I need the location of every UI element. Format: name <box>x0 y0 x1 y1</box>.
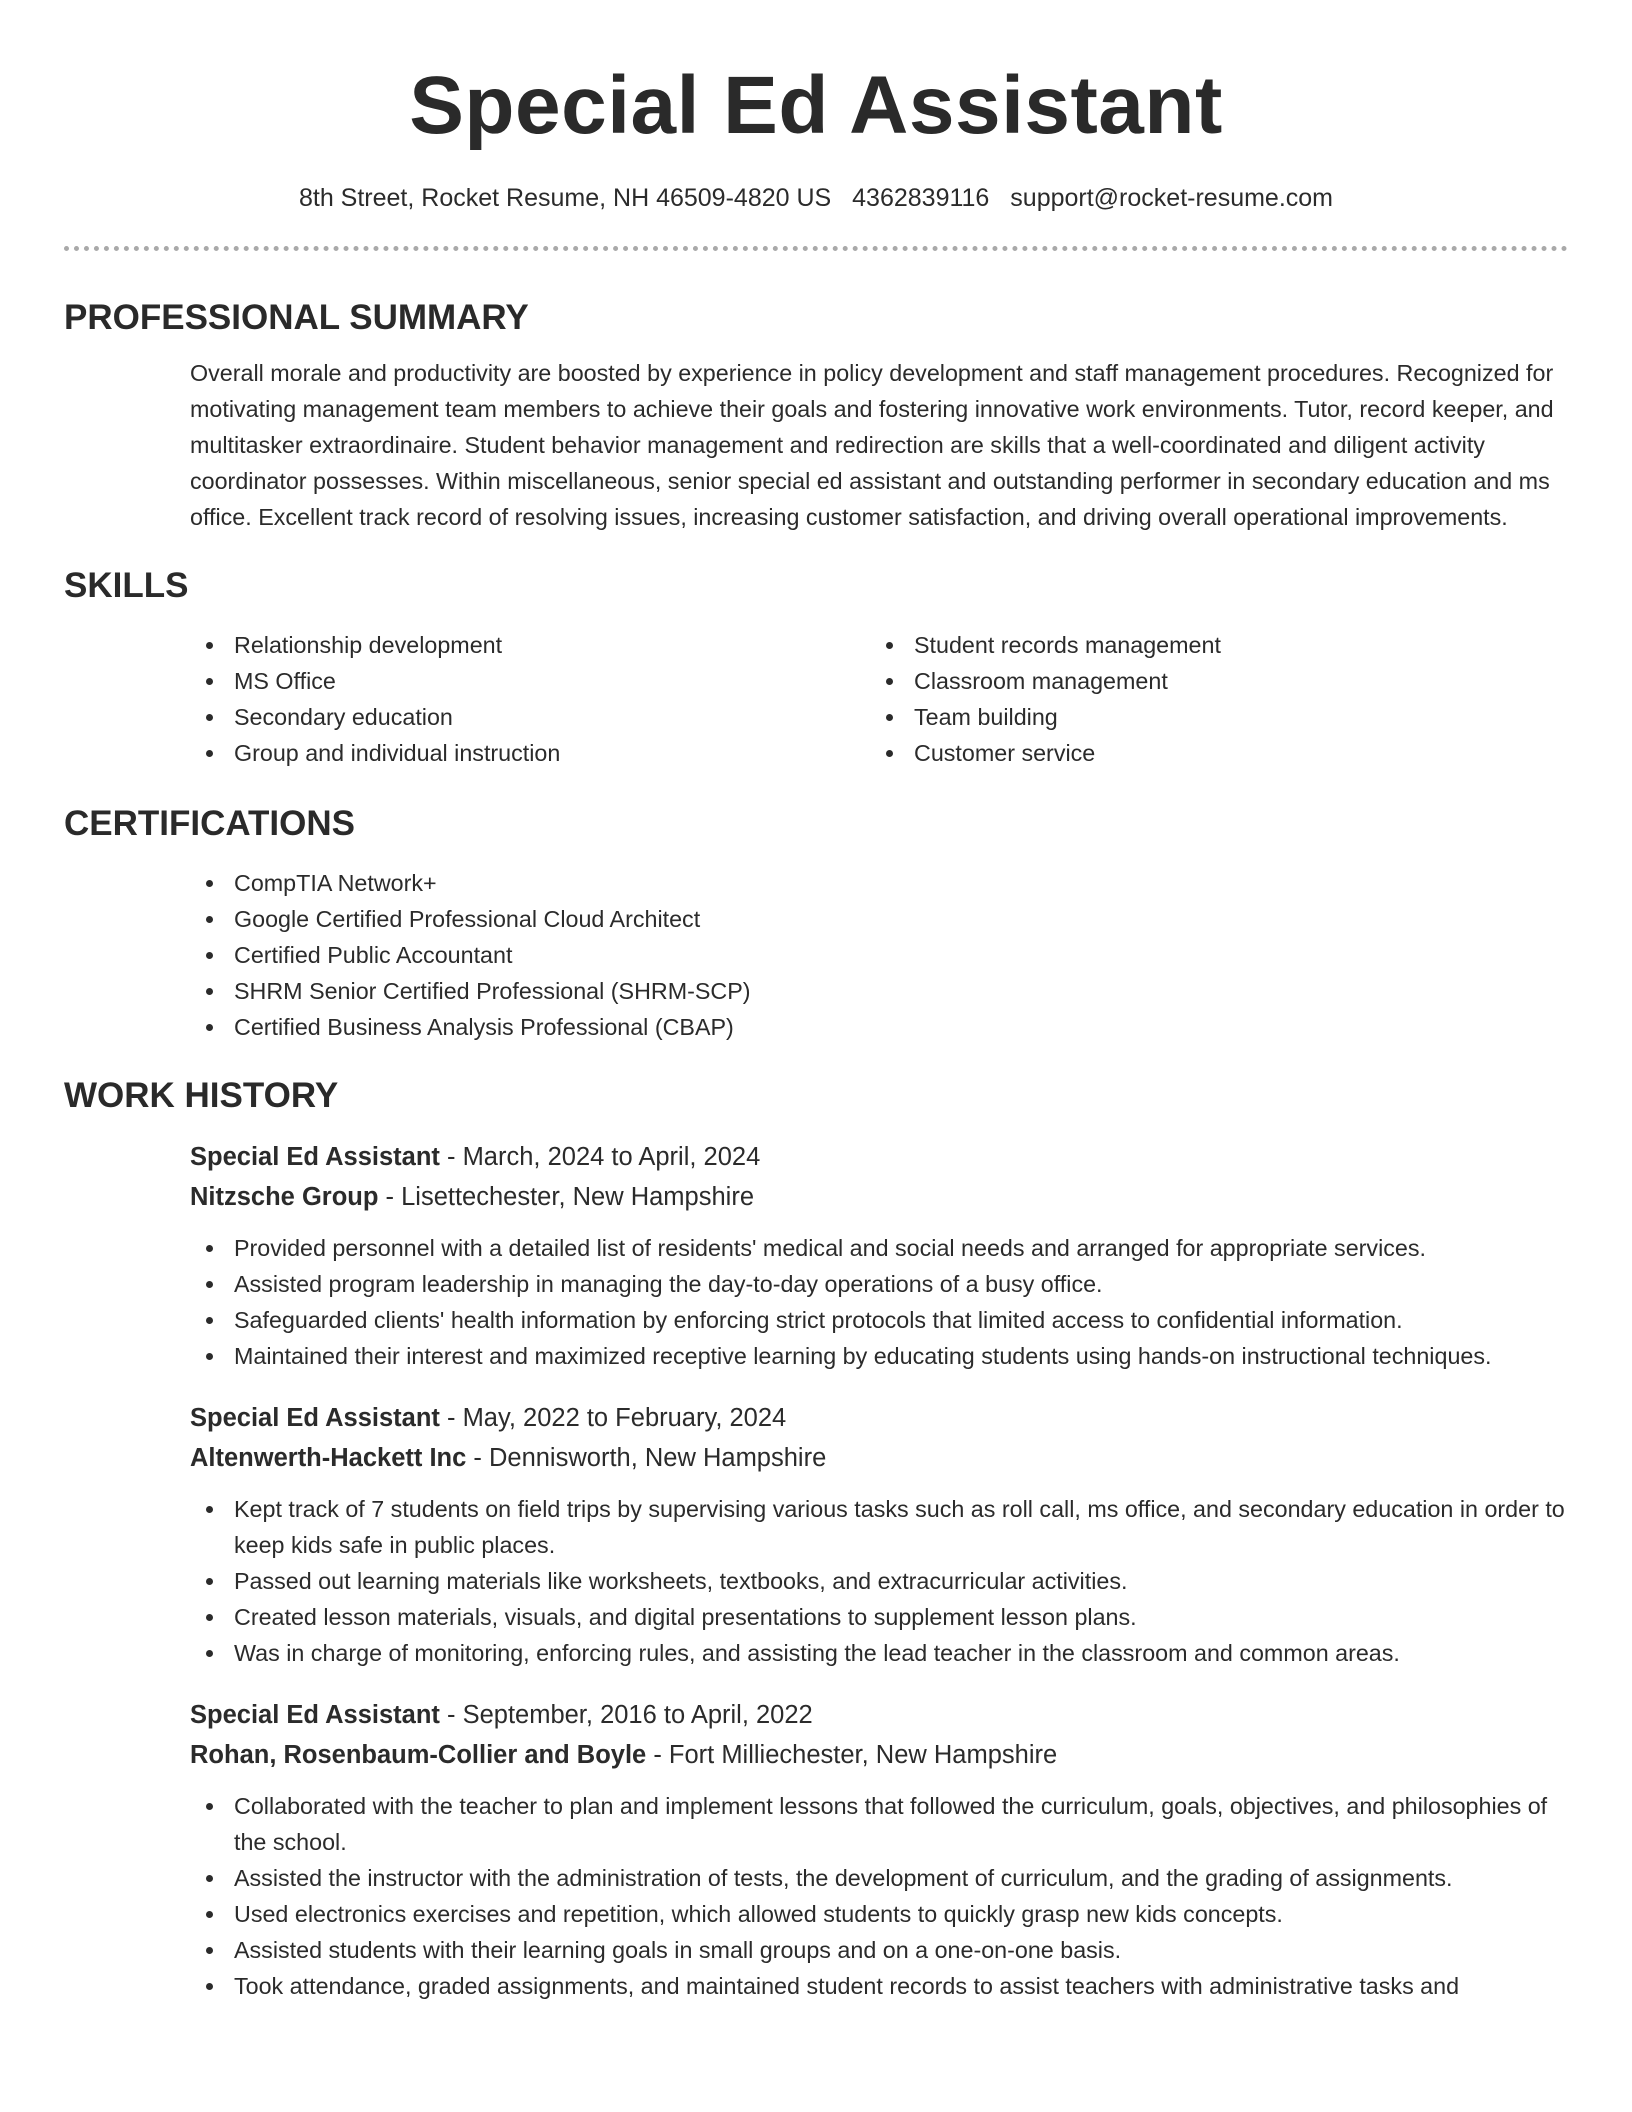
job-entry <box>190 1398 1568 1671</box>
certification-item: SHRM Senior Certified Professional (SHRM-SCP) <box>190 973 1568 1009</box>
job-bullets <box>190 1230 1568 1374</box>
job-role-line <box>190 1398 1568 1438</box>
certification-item: Certified Public Accountant <box>190 937 1568 973</box>
job-bullet: Took attendance, graded assignments, and maintained student records to assist teachers with administrative tasks and <box>190 1968 1568 2004</box>
certifications-list <box>190 865 1568 1045</box>
job-company: Nitzsche Group <box>190 1183 379 1211</box>
candidate-name: Special Ed Assistant <box>409 60 1223 151</box>
job-company: Rohan, Rosenbaum-Collier and Boyle <box>190 1741 647 1769</box>
job-bullet: Collaborated with the teacher to plan and implement lessons that followed the curriculum, goals, objectives, and philosophies of the school. <box>190 1788 1568 1860</box>
job-role: Special Ed Assistant <box>190 1404 440 1432</box>
job-bullet: Maintained their interest and maximized receptive learning by educating students using hands-on instructional techniques. <box>190 1338 1568 1374</box>
job-location: - Fort Milliechester, New Hampshire <box>646 1741 1058 1769</box>
skill-item: MS Office <box>190 663 870 699</box>
job-role: Special Ed Assistant <box>190 1143 440 1171</box>
section-title-summary: PROFESSIONAL SUMMARY <box>64 298 529 337</box>
skill-item: Team building <box>870 699 1550 735</box>
skill-item: Student records management <box>870 627 1550 663</box>
skill-item: Relationship development <box>190 627 870 663</box>
skill-item: Classroom management <box>870 663 1550 699</box>
job-bullet: Assisted students with their learning goals in small groups and on a one-on-one basis. <box>190 1932 1568 1968</box>
certification-item: CompTIA Network+ <box>190 865 1568 901</box>
address: 8th Street, Rocket Resume, NH 46509-4820 US <box>298 184 832 212</box>
resume-page <box>64 0 1568 2004</box>
job-bullet: Created lesson materials, visuals, and digital presentations to supplement lesson plans. <box>190 1599 1568 1635</box>
certification-item: Google Certified Professional Cloud Architect <box>190 901 1568 937</box>
job-company-line <box>190 1735 1568 1775</box>
job-entry <box>190 1137 1568 1374</box>
skills-column-right <box>870 627 1550 771</box>
job-bullet: Was in charge of monitoring, enforcing rules, and assisting the lead teacher in the classroom and common areas. <box>190 1635 1568 1671</box>
skill-item: Customer service <box>870 735 1550 771</box>
job-role-line <box>190 1695 1568 1735</box>
job-bullet: Passed out learning materials like worksheets, textbooks, and extracurricular activities. <box>190 1563 1568 1599</box>
job-location: - Lisettechester, New Hampshire <box>378 1183 755 1211</box>
job-dates: - May, 2022 to February, 2024 <box>439 1404 787 1432</box>
job-role: Special Ed Assistant <box>190 1701 440 1729</box>
summary-text: Overall morale and productivity are boosted by experience in policy development and staff management procedures. Recognized for motivating management team members to achieve their goals and fostering innovative work environments. Tutor, record keeper, and multitasker extraordinaire. Student behavior management and redirection are skills that a well-coordinated and diligent activity coordinator possesses. Within miscellaneous, senior special ed assistant and outstanding performer in secondary education and ms office. Excellent track record of resolving issues, increasing customer satisfaction, and driving overall operational improvements. <box>190 360 1554 530</box>
section-title-certifications: CERTIFICATIONS <box>64 804 356 843</box>
job-bullets <box>190 1491 1568 1671</box>
skill-item: Secondary education <box>190 699 870 735</box>
job-company-line <box>190 1177 1568 1217</box>
phone: 4362839116 <box>852 184 990 212</box>
contact-line <box>64 182 1568 214</box>
email: support@rocket-resume.com <box>1010 184 1334 212</box>
skills-grid <box>190 627 1568 771</box>
section-title-skills: SKILLS <box>64 566 189 605</box>
certification-item: Certified Business Analysis Professional (CBAP) <box>190 1009 1568 1045</box>
skills-column-left <box>190 627 870 771</box>
job-bullet: Kept track of 7 students on field trips by supervising various tasks such as roll call, ms office, and secondary education in order to keep kids safe in public places. <box>190 1491 1568 1563</box>
job-bullets <box>190 1788 1568 2004</box>
job-company: Altenwerth-Hackett Inc <box>190 1444 467 1472</box>
job-bullet: Provided personnel with a detailed list of residents' medical and social needs and arranged for appropriate services. <box>190 1230 1568 1266</box>
job-role-line <box>190 1137 1568 1177</box>
job-company-line <box>190 1438 1568 1478</box>
job-dates: - September, 2016 to April, 2022 <box>439 1701 813 1729</box>
section-title-work-history: WORK HISTORY <box>64 1076 339 1115</box>
job-bullet: Assisted the instructor with the administration of tests, the development of curriculum, and the grading of assignments. <box>190 1860 1568 1896</box>
header-divider <box>64 246 1568 251</box>
job-entry <box>190 1695 1568 2004</box>
job-location: - Dennisworth, New Hampshire <box>466 1444 827 1472</box>
job-bullet: Safeguarded clients' health information by enforcing strict protocols that limited access to confidential information. <box>190 1302 1568 1338</box>
job-bullet: Used electronics exercises and repetition, which allowed students to quickly grasp new kids concepts. <box>190 1896 1568 1932</box>
job-dates: - March, 2024 to April, 2024 <box>439 1143 761 1171</box>
job-bullet: Assisted program leadership in managing the day-to-day operations of a busy office. <box>190 1266 1568 1302</box>
skill-item: Group and individual instruction <box>190 735 870 771</box>
